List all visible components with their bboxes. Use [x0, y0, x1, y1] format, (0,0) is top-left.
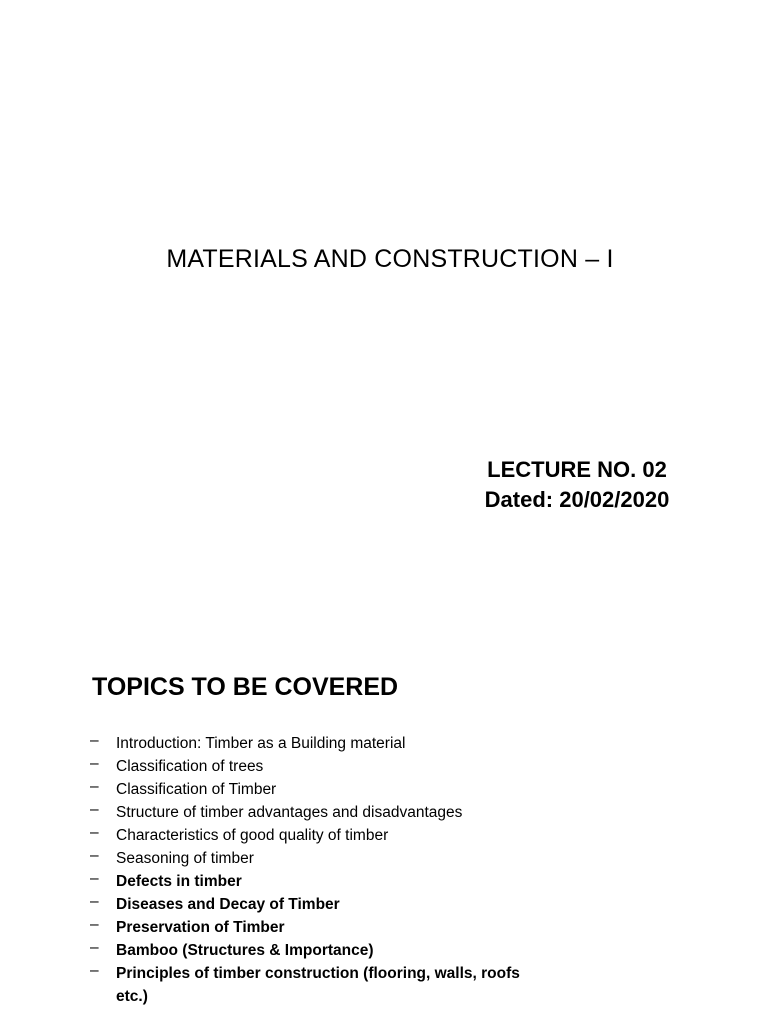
topics-list [90, 732, 540, 1008]
dash-bullet-icon: – [90, 755, 99, 772]
topic-item [90, 732, 540, 755]
topic-text: Principles of timber construction (flooring, walls, roofs etc.) [116, 965, 520, 1005]
topic-text: Introduction: Timber as a Building material [116, 735, 406, 752]
dash-bullet-icon: – [90, 847, 99, 864]
topic-item [90, 962, 540, 1008]
dash-bullet-icon: – [90, 939, 99, 956]
topic-item [90, 916, 540, 939]
topics-heading: TOPICS TO BE COVERED [92, 673, 399, 701]
dash-bullet-icon: – [90, 916, 99, 933]
topic-text: Classification of Timber [116, 781, 277, 798]
dash-bullet-icon: – [90, 778, 99, 795]
lecture-info [440, 455, 714, 515]
topic-text: Diseases and Decay of Timber [116, 896, 340, 913]
dash-bullet-icon: – [90, 824, 99, 841]
topic-item [90, 847, 540, 870]
topic-item [90, 778, 540, 801]
dash-bullet-icon: – [90, 893, 99, 910]
topic-text: Structure of timber advantages and disadvantages [116, 804, 463, 821]
course-title: MATERIALS AND CONSTRUCTION – I [166, 245, 614, 273]
topic-text: Defects in timber [116, 873, 242, 890]
topic-text: Classification of trees [116, 758, 264, 775]
topic-item [90, 893, 540, 916]
topic-text: Seasoning of timber [116, 850, 254, 867]
topic-item [90, 755, 540, 778]
topic-text: Bamboo (Structures & Importance) [116, 942, 374, 959]
topic-item [90, 939, 540, 962]
topic-item [90, 801, 540, 824]
dash-bullet-icon: – [90, 870, 99, 887]
topic-item [90, 824, 540, 847]
topic-text: Preservation of Timber [116, 919, 285, 936]
dash-bullet-icon: – [90, 962, 99, 979]
dash-bullet-icon: – [90, 801, 99, 818]
lecture-number: LECTURE NO. 02 [487, 457, 667, 482]
topic-item [90, 870, 540, 893]
dash-bullet-icon: – [90, 732, 99, 749]
topic-text: Characteristics of good quality of timber [116, 827, 389, 844]
lecture-date: Dated: 20/02/2020 [484, 487, 670, 512]
